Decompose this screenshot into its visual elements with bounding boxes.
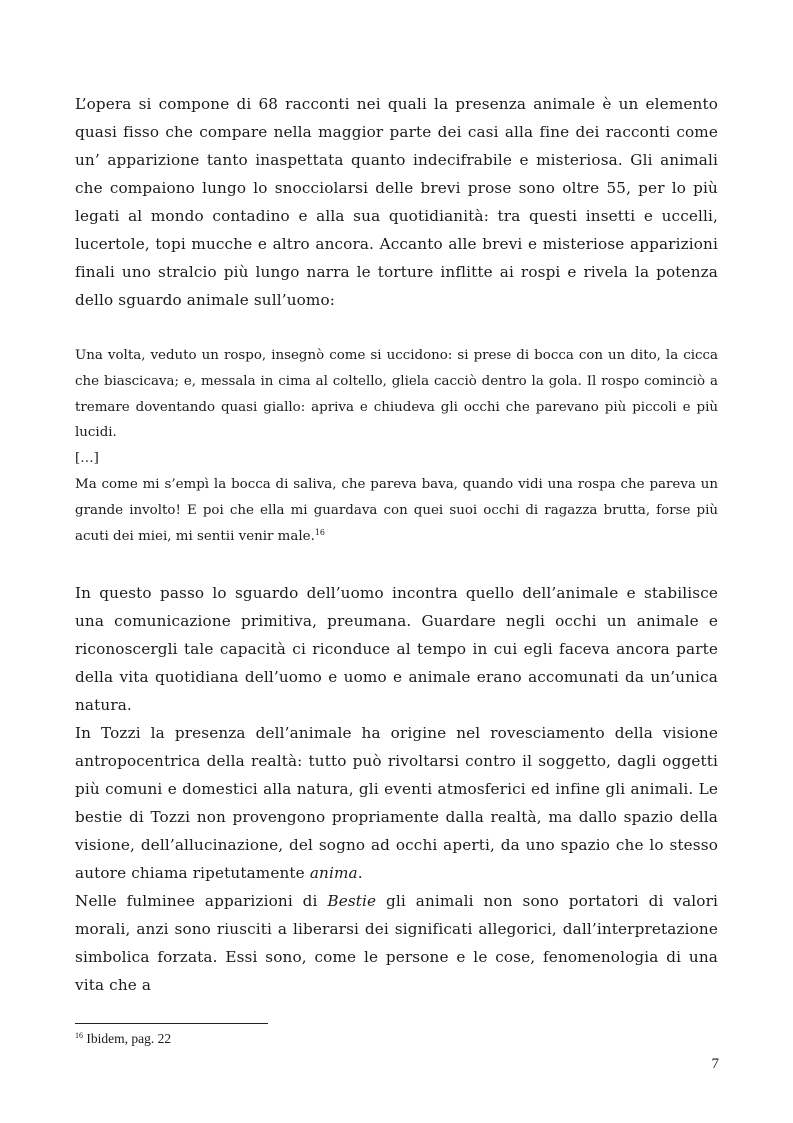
paragraph-gaze: In questo passo lo sguardo dell’uomo incontra quello dell’animale e stabilisce una comunicazione primitiva, preumana. Guardare negli occhi un animale e riconoscergli tale capacità ci riconduce al tempo in cui egli faceva ancora parte della vita quotidiana dell’uomo e uomo e animale erano accomunati da un’unica natura. — [75, 584, 718, 714]
page-number: 7 — [711, 1056, 719, 1072]
quote-part-1: Una volta, veduto un rospo, insegnò come si uccidono: si prese di bocca con un dito, la cicca che biascicava; e, messala in cima al coltello, gliela cacciò dentro la gola. Il rospo cominciò a tremare doventando quasi giallo: apriva e chiudeva gli occhi che parevano più piccoli e più lucidi. — [75, 348, 718, 441]
footnote — [75, 1031, 171, 1047]
footnote-reference[interactable]: 16 — [314, 527, 326, 537]
paragraph-bestie — [75, 887, 718, 999]
paragraph-tozzi-text: In Tozzi la presenza dell’animale ha origine nel rovesciamento della visione antropocentrica della realtà: tutto può rivoltarsi contro il soggetto, dagli oggetti più comuni e domestici alla natura, gli eventi atmosferici ed infine gli animali. Le bestie di Tozzi non provengono propriamente dalla realtà, ma dallo spazio della visione, dell’allucinazione, del sogno ad occhi aperti, da uno spazio che lo stesso autore chiama ripetutamente — [75, 724, 718, 882]
paragraph-tozzi-end: . — [357, 864, 363, 882]
quote-part-2: Ma come mi s’empì la bocca di saliva, che pareva bava, quando vidi una rospa che pareva un grande involto! E poi che ella mi guardava con quei suoi occhi di ragazza brutta, forse più acuti dei miei, mi sentii venir male. — [75, 476, 718, 544]
footnote-text: Ibidem, pag. 22 — [86, 1031, 172, 1046]
italic-anima: anima — [309, 864, 358, 882]
block-quote — [75, 343, 718, 549]
footnote-number: 16 — [75, 1031, 83, 1040]
italic-book-title: Bestie — [327, 892, 377, 910]
paragraph-intro: L’opera si compone di 68 racconti nei quali la presenza animale è un elemento quasi fisso che compare nella maggior parte dei casi alla fine dei racconti come un’ apparizione tanto inaspettata quanto indecifrabile e misteriosa. Gli animali che compaiono lungo lo snocciolarsi delle brevi prose sono oltre 55, per lo più legati al mondo contadino e alla sua quotidianità: tra questi insetti e uccelli, lucertole, topi mucche e altro ancora. Accanto alle brevi e misteriose apparizioni finali uno stralcio più lungo narra le torture inflitte ai rospi e rivela la potenza dello sguardo animale sull’uomo: — [75, 95, 718, 309]
paragraph-bestie-text: gli animali non sono portatori di valori morali, anzi sono riusciti a liberarsi dei significati allegorici, dall’interpretazione simbolica forzata. Essi sono, come le persone e le cose, fenomenologia di una vita che a — [75, 892, 719, 994]
paragraph-tozzi — [75, 719, 718, 887]
footnote-separator — [75, 1023, 268, 1024]
quote-ellipsis: […] — [75, 451, 99, 467]
paragraph-bestie-start: Nelle fulminee apparizioni di — [75, 892, 318, 910]
